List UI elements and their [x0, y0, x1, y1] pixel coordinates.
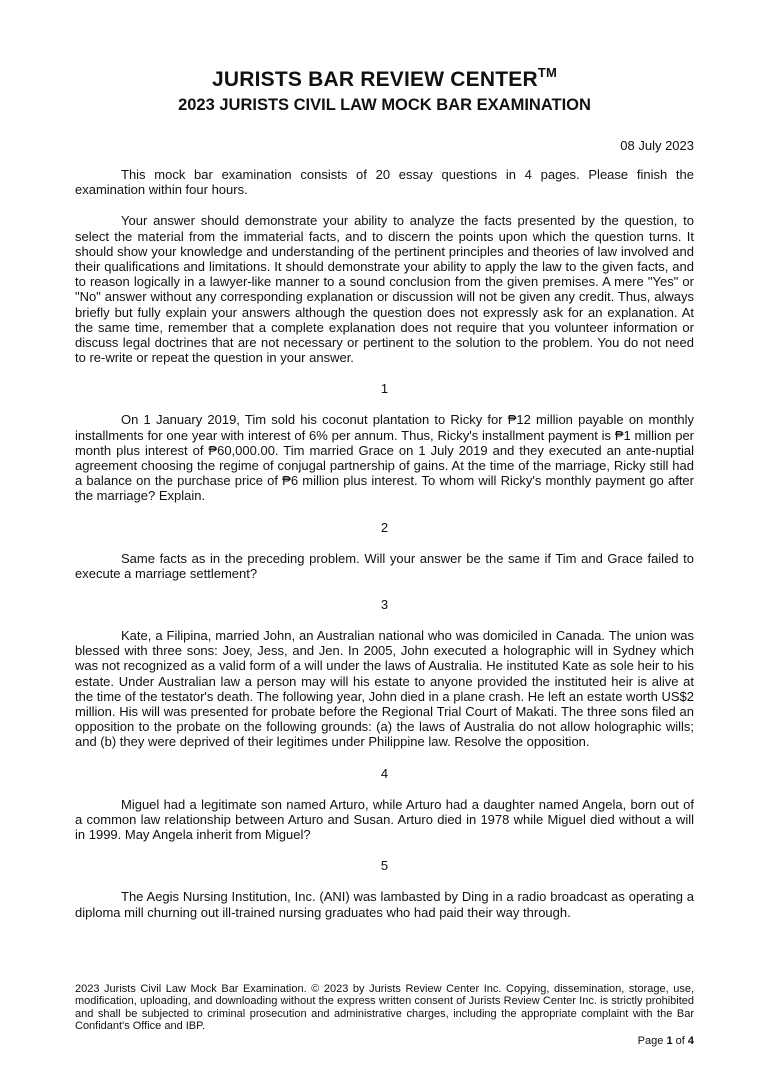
- page-indicator: Page 1 of 4: [637, 1035, 694, 1047]
- question-number: 3: [380, 597, 389, 613]
- document-subtitle: 2023 JURISTS CIVIL LAW MOCK BAR EXAMINATION: [178, 96, 591, 114]
- question-number: 1: [380, 381, 389, 397]
- copyright-notice: 2023 Jurists Civil Law Mock Bar Examination. © 2023 by Jurists Review Center Inc. Copying, dissemination, storage, use, modification, uploading, and downloading without the express written consent of Jurists Review Center Inc. is strictly prohibited and shall be subjected to criminal prosecution and administrative charges, including the appropriate complaint with the Bar Confidant's Office and IBP.: [75, 983, 694, 1033]
- question-text: Same facts as in the preceding problem. Will your answer be the same if Tim and Grace failed to execute a marriage settlement?: [75, 550, 694, 581]
- question-text: Miguel had a legitimate son named Arturo, while Arturo had a daughter named Angela, born out of a common law relationship between Arturo and Susan. Arturo died in 1978 while Miguel died without a will in 1999. May Angela inherit from Miguel?: [75, 796, 694, 843]
- question-text: On 1 January 2019, Tim sold his coconut plantation to Ricky for ₱12 million payable on monthly installments for one year with interest of 6% per annum. Thus, Ricky's installment payment is ₱1 million per month plus interest of ₱60,000.00. Tim married Grace on 1 July 2019 and they executed an ante-nuptial agreement choosing the regime of conjugal partnership of gains. At the time of the marriage, Ricky still had a balance on the purchase price of ₱6 million plus interest. To whom will Ricky's monthly payment go after the marriage? Explain.: [75, 412, 694, 504]
- document-title: JURISTS BAR REVIEW CENTER™: [211, 65, 558, 91]
- question-number: 4: [380, 765, 389, 781]
- question-text: The Aegis Nursing Institution, Inc. (ANI) was lambasted by Ding in a radio broadcast as operating a diploma mill churning out ill-trained nursing graduates who had paid their way through.: [75, 889, 694, 920]
- question-text: Kate, a Filipina, married John, an Australian national who was domiciled in Canada. The union was blessed with three sons: Joey, Jess, and Jen. In 2005, John executed a holographic will in Sydney which was not recognized as a valid form of a will under the laws of Australia. He instituted Kate as sole heir to his estate. Under Australian law a person may will his estate to anyone provided the instituted heir is alive at the time of the testator's death. The following year, John died in a plane crash. He left an estate worth US$2 million. His will was presented for probate before the Regional Trial Court of Makati. The three sons filed an opposition to the probate on the following grounds: (a) the laws of Australia do not allow holographic wills; and (b) they were deprived of their legitimes under Philippine law. Resolve the opposition.: [75, 628, 694, 750]
- question-number: 5: [380, 858, 389, 874]
- intro-paragraph: Your answer should demonstrate your ability to analyze the facts presented by the question, to select the material from the immaterial facts, and to discern the points upon which the question turns. It should show your knowledge and understanding of the pertinent principles and theories of law involved and their qualifications and limitations. It should demonstrate your ability to apply the law to the given facts, and to reason logically in a lawyer-like manner to a sound conclusion from the given premises. A mere "Yes" or "No" answer without any corresponding explanation or discussion will not be given any credit. Thus, always briefly but fully explain your answers although the question does not expressly ask for an explanation. At the same time, remember that a complete explanation does not require that you volunteer information or discuss legal doctrines that are not necessary or pertinent to the solution to the problem. You do not need to re-write or repeat the question in your answer.: [75, 213, 694, 366]
- document-page: [0, 62, 768, 1086]
- trademark-symbol: TM: [537, 65, 558, 80]
- intro-paragraph: This mock bar examination consists of 20 essay questions in 4 pages. Please finish the examination within four hours.: [75, 167, 694, 198]
- exam-date: 08 July 2023: [620, 138, 694, 153]
- question-number: 2: [380, 519, 389, 535]
